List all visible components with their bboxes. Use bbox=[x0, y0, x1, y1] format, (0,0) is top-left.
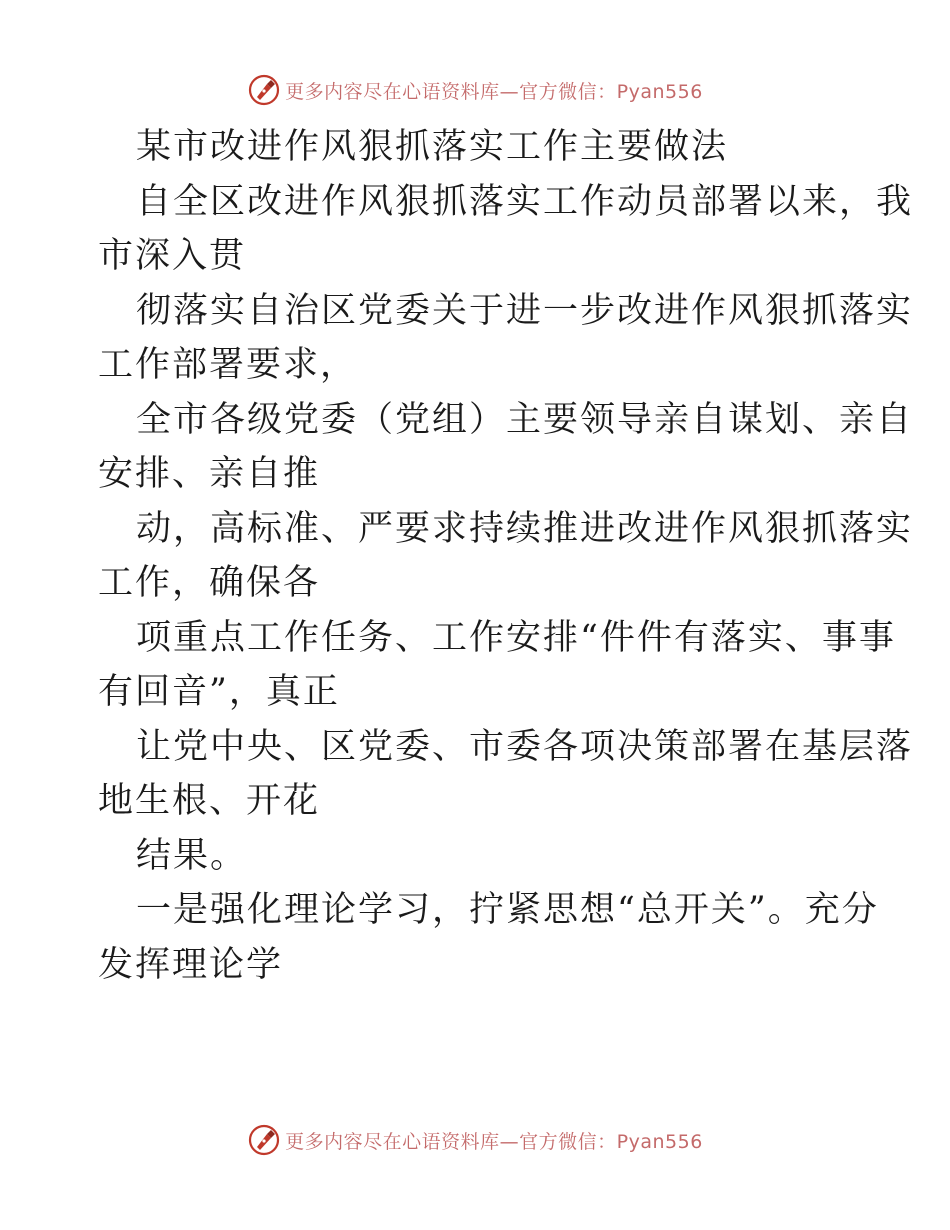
header-watermark bbox=[0, 70, 950, 110]
paragraph-line: 安排、亲自推 bbox=[98, 454, 321, 494]
paragraph-line: 自全区改进作风狠抓落实工作动员部署以来，我 bbox=[136, 181, 914, 222]
paragraph-line: 市深入贯 bbox=[98, 236, 247, 276]
watermark-text: 更多内容尽在心语资料库—官方微信：Pyan556 bbox=[285, 1130, 703, 1153]
footer-watermark bbox=[0, 1120, 950, 1160]
paragraph-line: 全市各级党委（党组）主要领导亲自谋划、亲自 bbox=[136, 399, 914, 440]
watermark-text: 更多内容尽在心语资料库—官方微信：Pyan556 bbox=[285, 80, 703, 103]
paragraph-line: 工作，确保各 bbox=[98, 563, 321, 603]
paragraph-line: 项重点工作任务、工作安排“件件有落实、事事 bbox=[136, 617, 896, 658]
paragraph-line: 有回音”，真正 bbox=[98, 672, 340, 712]
document-body bbox=[98, 120, 914, 992]
pen-nib-logo-icon bbox=[247, 1123, 281, 1157]
pen-nib-logo-icon bbox=[247, 73, 281, 107]
document-title: 某市改进作风狠抓落实工作主要做法 bbox=[136, 127, 729, 167]
paragraph-line: 结果。 bbox=[136, 835, 248, 876]
paragraph-line: 让党中央、区党委、市委各项决策部署在基层落 bbox=[136, 726, 914, 767]
paragraph-line: 动，高标准、严要求持续推进改进作风狠抓落实 bbox=[136, 508, 914, 549]
paragraph-line: 一是强化理论学习，拧紧思想“总开关”。充分 bbox=[136, 890, 879, 930]
paragraph-line: 工作部署要求， bbox=[98, 345, 358, 385]
paragraph-line: 地生根、开花 bbox=[98, 781, 321, 821]
paragraph-line: 发挥理论学 bbox=[98, 944, 284, 985]
paragraph-line: 彻落实自治区党委关于进一步改进作风狠抓落实 bbox=[136, 290, 914, 331]
